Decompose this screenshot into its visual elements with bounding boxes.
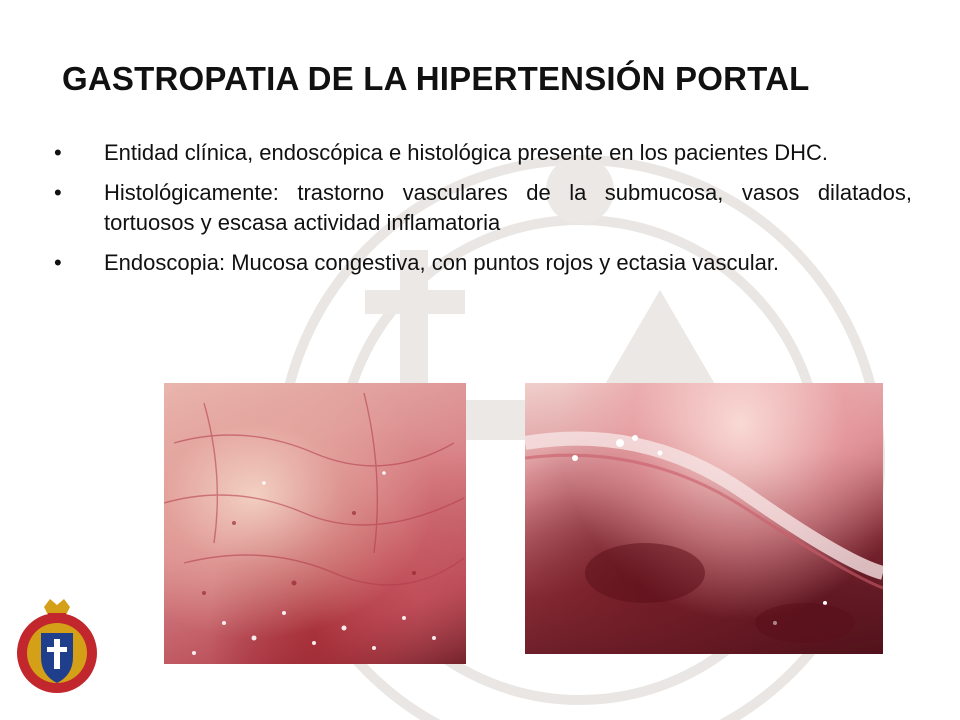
- bullet-dot-icon: •: [54, 140, 62, 165]
- endoscopy-image-left: [164, 383, 466, 664]
- bullet-text: Endoscopia: Mucosa congestiva, con puntos rojos y ectasia vascular.: [104, 250, 780, 275]
- endoscopy-image-right: [525, 383, 883, 654]
- bullet-dot-icon: •: [54, 250, 62, 275]
- bullet-text: Histológicamente: trastorno vasculares de la submucosa, vasos dilatados, tortuosos y escasa actividad inflamatoria: [104, 180, 912, 235]
- list-item: [52, 248, 912, 278]
- bullet-text: Entidad clínica, endoscópica e histológica presente en los pacientes DHC.: [104, 140, 828, 165]
- slide-title: GASTROPATIA DE LA HIPERTENSIÓN PORTAL: [62, 60, 810, 97]
- list-item: [52, 138, 912, 168]
- bullet-list: [52, 138, 912, 288]
- bullet-dot-icon: •: [54, 180, 62, 205]
- university-crest-icon: [14, 595, 100, 705]
- list-item: [52, 178, 912, 238]
